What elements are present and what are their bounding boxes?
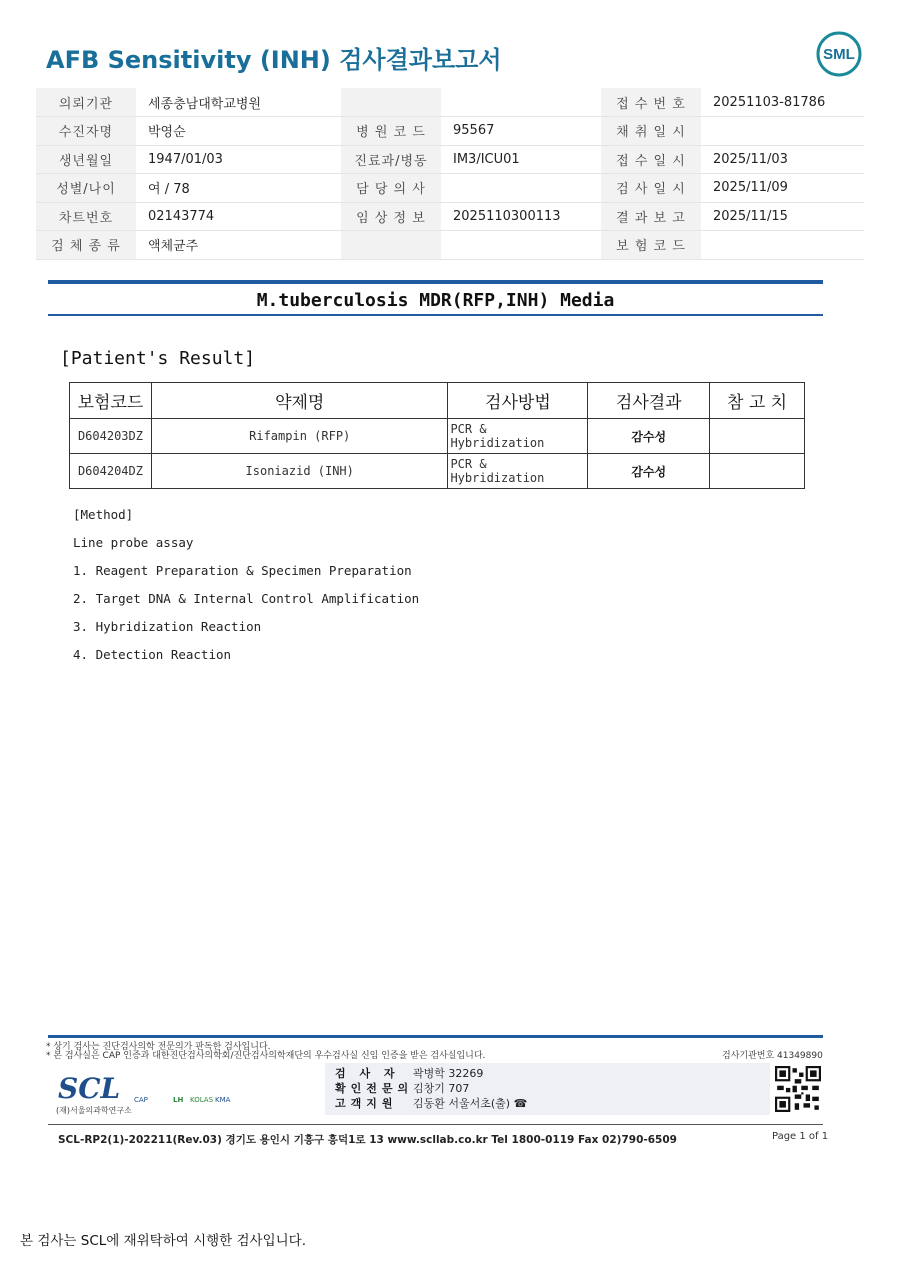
info-label: 검 사 일 시: [601, 174, 701, 203]
info-value: 박영순: [136, 117, 341, 146]
info-label: 채 취 일 시: [601, 117, 701, 146]
reference-value: [710, 419, 805, 454]
info-label: 담 당 의 사: [341, 174, 441, 203]
reference-value: [710, 454, 805, 489]
info-value: 세종충남대학교병원: [136, 88, 341, 117]
info-label: 접 수 번 호: [601, 88, 701, 117]
info-label: 생년월일: [36, 145, 136, 174]
staff-value: 김창기 707: [413, 1082, 470, 1095]
info-value: 2025110300113: [441, 202, 601, 231]
info-label: [341, 231, 441, 260]
lab-address: SCL-RP2(1)-202211(Rev.03) 경기도 용인시 기흥구 흥덕1로 13 www.scllab.co.kr Tel 1800-0119 Fax 02)790-6509: [58, 1134, 677, 1146]
result-table: [69, 382, 805, 489]
info-value: 95567: [441, 117, 601, 146]
method-name: Line probe assay: [73, 535, 194, 550]
staff-row: [335, 1065, 483, 1081]
qr-code-icon: [775, 1066, 821, 1112]
info-value: 액체균주: [136, 231, 341, 260]
report-top-rule: [48, 280, 823, 284]
method-step: 2. Target DNA & Internal Control Amplification: [73, 591, 420, 606]
info-value: [441, 231, 601, 260]
logo-text: SML: [823, 46, 855, 63]
col-drug-name: 약제명: [151, 383, 448, 419]
info-label: 보 험 코 드: [601, 231, 701, 260]
info-label: 임 상 정 보: [341, 202, 441, 231]
info-label: 병 원 코 드: [341, 117, 441, 146]
info-value: IM3/ICU01: [441, 145, 601, 174]
col-result: 검사결과: [588, 383, 710, 419]
method-heading: [Method]: [73, 507, 134, 522]
info-label: 성별/나이: [36, 174, 136, 203]
kolas-badge-icon: KOLAS: [190, 1096, 214, 1104]
table-row: [70, 419, 805, 454]
info-row: [36, 174, 864, 203]
info-value: [441, 88, 601, 117]
footer-note: * 상기 검사는 진단검사의학 전문의가 판독한 검사입니다.: [46, 1042, 271, 1052]
info-label: 검 체 종 류: [36, 231, 136, 260]
media-title: M.tuberculosis MDR(RFP,INH) Media: [256, 290, 615, 311]
insurance-code: D604203DZ: [70, 419, 152, 454]
info-value: 2025/11/09: [701, 174, 864, 203]
drug-name: Rifampin (RFP): [151, 419, 448, 454]
col-method: 검사방법: [448, 383, 588, 419]
info-value: 여 / 78: [136, 174, 341, 203]
staff-row: [335, 1080, 469, 1096]
info-row: [36, 88, 864, 117]
staff-value: 곽병학 32269: [413, 1067, 484, 1080]
info-value: 2025/11/15: [701, 202, 864, 231]
test-result: 감수성: [588, 454, 710, 489]
page-number: Page 1 of 1: [772, 1131, 829, 1142]
report-title: AFB Sensitivity (INH) 검사결과보고서: [46, 46, 502, 74]
staff-role: 검 사 자: [335, 1067, 400, 1080]
section-title: [Patient's Result]: [60, 348, 256, 369]
test-method: PCR & Hybridization: [448, 419, 588, 454]
table-row: [70, 454, 805, 489]
info-label: 진료과/병동: [341, 145, 441, 174]
cap-badge-icon: CAP: [134, 1096, 148, 1104]
info-value: [701, 231, 864, 260]
info-value: [441, 174, 601, 203]
col-reference: 참 고 치: [710, 383, 805, 419]
info-value: 20251103-81786: [701, 88, 864, 117]
result-header-row: [70, 383, 805, 419]
info-label: [341, 88, 441, 117]
footer-note: * 본 검사실은 CAP 인증과 대한진단검사의학회/진단검사의학재단의 우수검사실 신임 인증을 받은 검사실입니다.: [46, 1051, 486, 1061]
staff-value: 김동환 서울서초(출) ☎: [413, 1097, 528, 1110]
method-step: 1. Reagent Preparation & Specimen Preparation: [73, 563, 412, 578]
info-value: 1947/01/03: [136, 145, 341, 174]
lab-id: 검사기관번호 41349890: [722, 1051, 823, 1061]
info-value: [701, 117, 864, 146]
insurance-code: D604204DZ: [70, 454, 152, 489]
report-title-rule: [48, 314, 823, 316]
footer-divider: [48, 1124, 823, 1125]
info-row: [36, 231, 864, 260]
info-value: 2025/11/03: [701, 145, 864, 174]
lh-badge-icon: LH: [173, 1096, 184, 1104]
info-label: 의뢰기관: [36, 88, 136, 117]
info-value: 02143774: [136, 202, 341, 231]
scl-name: (재)서울의과학연구소: [56, 1106, 132, 1115]
col-insurance-code: 보험코드: [70, 383, 152, 419]
info-label: 접 수 일 시: [601, 145, 701, 174]
footer-rule: [48, 1035, 823, 1038]
scl-logo: SCL: [58, 1072, 121, 1105]
info-row: [36, 145, 864, 174]
test-result: 감수성: [588, 419, 710, 454]
info-row: [36, 117, 864, 146]
method-step: 3. Hybridization Reaction: [73, 619, 262, 634]
sml-logo-icon: [815, 30, 863, 78]
staff-row: [335, 1095, 527, 1111]
drug-name: Isoniazid (INH): [151, 454, 448, 489]
info-label: 결 과 보 고: [601, 202, 701, 231]
info-label: 차트번호: [36, 202, 136, 231]
info-row: [36, 202, 864, 231]
bottom-note: 본 검사는 SCL에 재위탁하여 시행한 검사입니다.: [20, 1233, 307, 1249]
patient-info-table: [36, 88, 864, 260]
method-step: 4. Detection Reaction: [73, 647, 232, 662]
test-method: PCR & Hybridization: [448, 454, 588, 489]
kma-badge-icon: KMA: [215, 1096, 231, 1104]
info-label: 수진자명: [36, 117, 136, 146]
staff-role: 확인전문의: [335, 1082, 414, 1095]
staff-role: 고객지원: [335, 1097, 398, 1110]
